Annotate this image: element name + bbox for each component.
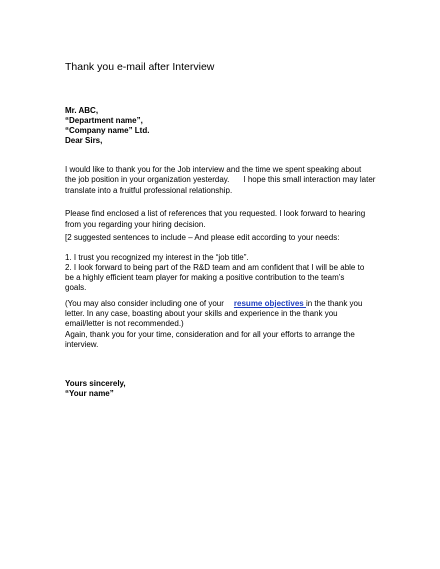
paragraph1-line2-part1: the job position in your organization yesterday. xyxy=(65,175,230,184)
recipient-name: Mr. ABC, xyxy=(65,106,99,115)
recipient-department: “Department name”, xyxy=(65,116,143,125)
note-line1-part1: (You may also consider including one of your xyxy=(65,299,224,308)
closing-line1: Again, thank you for your time, consideration and for all your efforts to arrange the xyxy=(65,330,355,339)
note-line1 xyxy=(65,299,362,310)
closing-line2: interview. xyxy=(65,340,99,349)
note-line3: email/letter is not recommended.) xyxy=(65,319,184,328)
resume-objectives-link[interactable]: resume objectives xyxy=(233,299,306,308)
suggestion-item-2-line2: be a highly efficient team player for making a positive contribution to the team’s xyxy=(65,273,345,282)
paragraph2-line3: [2 suggested sentences to include – And please edit according to your needs: xyxy=(65,233,340,242)
document-title: Thank you e-mail after Interview xyxy=(65,61,215,73)
paragraph1-line2-part2: I hope this small interaction may later xyxy=(243,175,376,184)
suggestion-item-2-line3: goals. xyxy=(65,283,87,292)
signoff-name: “Your name” xyxy=(65,389,114,398)
paragraph2-line2: from you regarding your hiring decision. xyxy=(65,220,206,229)
recipient-company: “Company name” Ltd. xyxy=(65,126,150,135)
paragraph1-line2 xyxy=(65,175,375,186)
signoff-line1: Yours sincerely, xyxy=(65,379,126,388)
note-line1-part2: in the thank you xyxy=(305,299,363,308)
paragraph2-line1: Please find enclosed a list of references that you requested. I look forward to hearing xyxy=(65,209,366,218)
suggestion-item-1: 1. I trust you recognized my interest in the “job title”. xyxy=(65,253,249,262)
suggestion-item-2-line1: 2. I look forward to being part of the R&D team and am confident that I will be able to xyxy=(65,263,365,272)
salutation: Dear Sirs, xyxy=(65,136,103,145)
note-line2: letter. In any case, boasting about your skills and experience in the thank you xyxy=(65,309,338,318)
paragraph1-line1: I would like to thank you for the Job interview and the time we spent speaking about xyxy=(65,165,362,174)
paragraph1-line3: translate into a fruitful professional relationship. xyxy=(65,186,233,195)
